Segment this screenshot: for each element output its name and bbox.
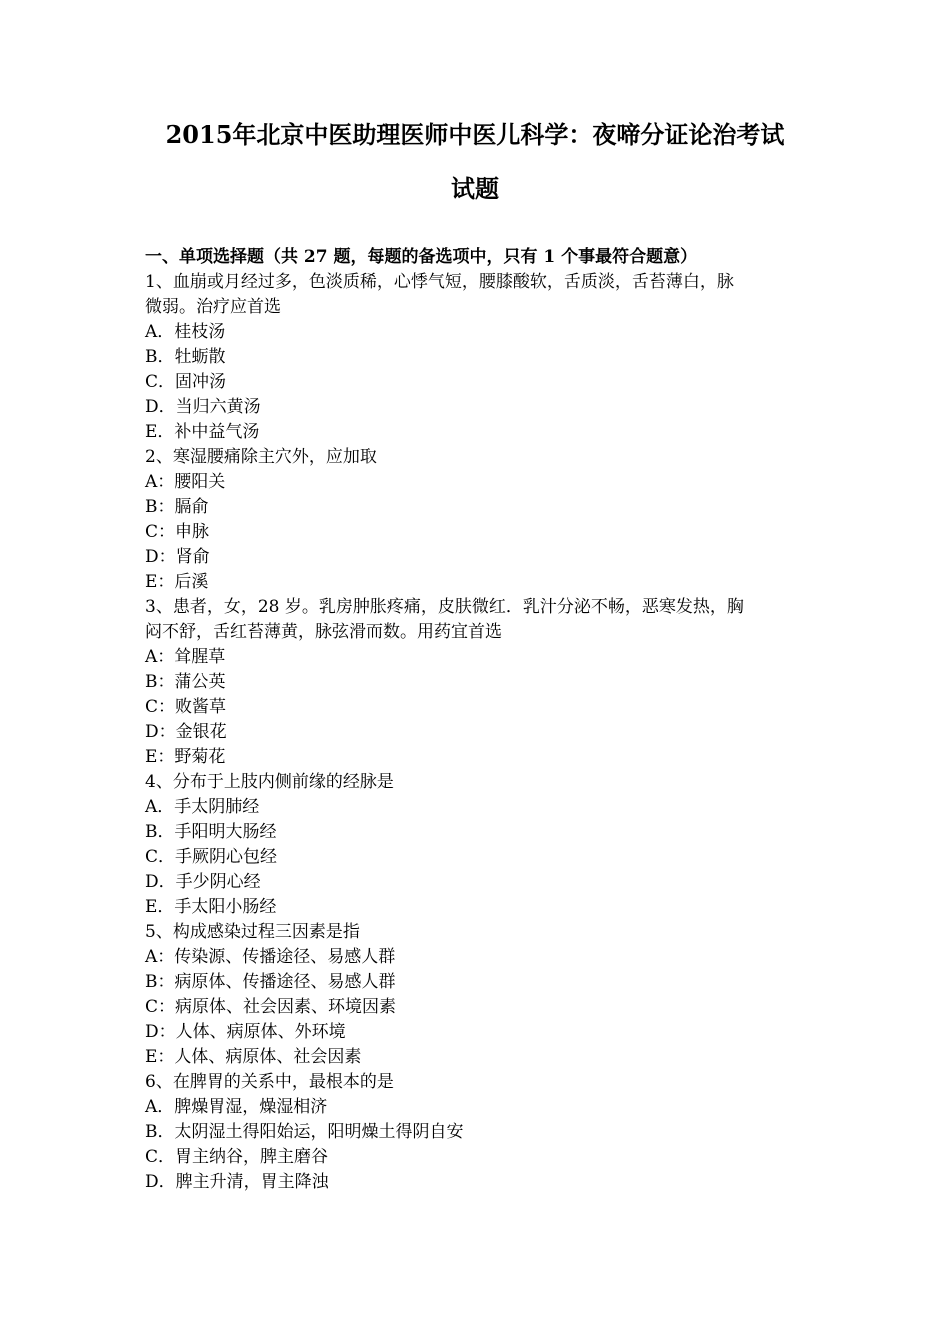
answer-option: D：肾俞 (145, 547, 210, 567)
answer-option: C．固冲汤 (145, 372, 227, 392)
answer-option: A：传染源、传播途径、易感人群 (145, 947, 396, 967)
answer-option: E．手太阳小肠经 (145, 897, 277, 917)
document-title-line-2: 试题 (451, 174, 499, 203)
answer-option: C：病原体、社会因素、环境因素 (145, 997, 397, 1017)
question-6 (145, 1070, 815, 1195)
answer-option: A：耸腥草 (145, 647, 226, 667)
answer-option: D：人体、病原体、外环境 (145, 1022, 346, 1042)
question-stem: 5、构成感染过程三因素是指 (145, 922, 360, 942)
question-4 (145, 770, 815, 920)
question-stem: 4、分布于上肢内侧前缘的经脉是 (145, 772, 394, 792)
document-body (145, 245, 815, 1195)
answer-option: E：后溪 (145, 572, 209, 592)
question-stem: 6、在脾胃的关系中，最根本的是 (145, 1072, 394, 1092)
question-stem: 1、血崩或月经过多，色淡质稀，心悸气短，腰膝酸软，舌质淡，舌苔薄白，脉 (145, 272, 734, 292)
answer-option: B：膈俞 (145, 497, 209, 517)
question-3 (145, 595, 815, 770)
document-title-line-1: 2015年北京中医助理医师中医儿科学：夜啼分证论治考试 (165, 120, 785, 149)
answer-option: D．脾主升清，胃主降浊 (145, 1172, 329, 1192)
answer-option: A．手太阴肺经 (145, 797, 260, 817)
answer-option: C：申脉 (145, 522, 210, 542)
answer-option: B．手阳明大肠经 (145, 822, 277, 842)
answer-option: B：病原体、传播途径、易感人群 (145, 972, 396, 992)
answer-option: D．手少阴心经 (145, 872, 261, 892)
answer-option: E．补中益气汤 (145, 422, 260, 442)
answer-option: D．当归六黄汤 (145, 397, 261, 417)
question-1 (145, 270, 815, 445)
answer-option: C．手厥阴心包经 (145, 847, 278, 867)
question-stem: 2、寒湿腰痛除主穴外，应加取 (145, 447, 377, 467)
question-5 (145, 920, 815, 1070)
answer-option: B：蒲公英 (145, 672, 226, 692)
question-stem: 闷不舒，舌红苔薄黄，脉弦滑而数。用药宜首选 (145, 622, 502, 642)
answer-option: A．桂枝汤 (145, 322, 226, 342)
answer-option: E：野菊花 (145, 747, 226, 767)
answer-option: B．太阴湿土得阳始运，阳明燥土得阴自安 (145, 1122, 464, 1142)
question-stem: 3、患者，女，28 岁。乳房肿胀疼痛，皮肤微红．乳汁分泌不畅，恶寒发热，胸 (145, 597, 744, 617)
answer-option: A．脾燥胃湿，燥湿相济 (145, 1097, 328, 1117)
answer-option: C：败酱草 (145, 697, 227, 717)
question-2 (145, 445, 815, 595)
question-stem: 微弱。治疗应首选 (145, 297, 281, 317)
answer-option: C．胃主纳谷，脾主磨谷 (145, 1147, 329, 1167)
answer-option: B．牡蛎散 (145, 347, 226, 367)
answer-option: D：金银花 (145, 722, 227, 742)
answer-option: E：人体、病原体、社会因素 (145, 1047, 362, 1067)
answer-option: A：腰阳关 (145, 472, 226, 492)
section-heading: 一、单项选择题（共 27 题，每题的备选项中，只有 1 个事最符合题意） (145, 247, 698, 267)
